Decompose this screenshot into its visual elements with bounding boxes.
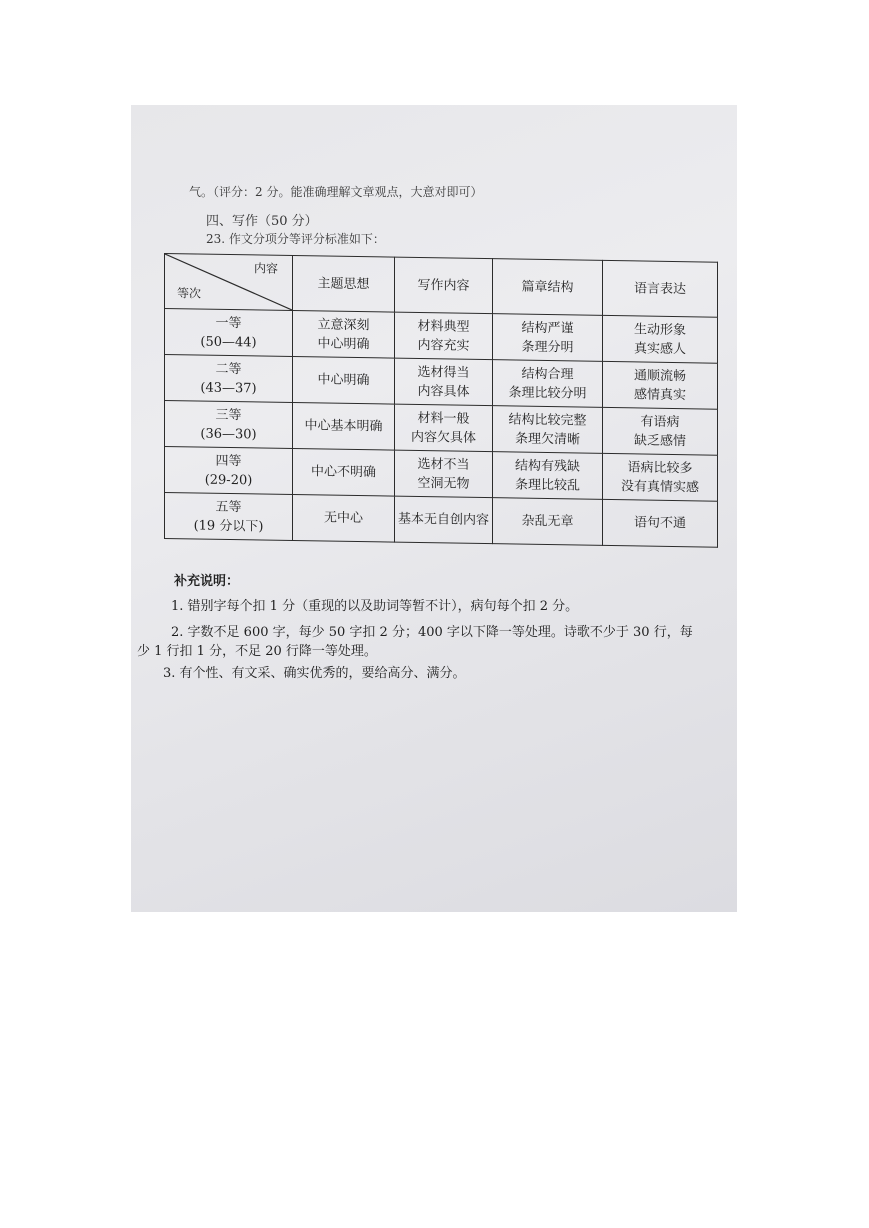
criteria-cell: [293, 495, 395, 543]
criteria-cell: [603, 315, 718, 363]
grade-cell: [165, 447, 293, 495]
note-item-2: 2. 字数不足 600 字，每少 50 字扣 2 分；400 字以下降一等处理。诗歌不少于 30 行，每: [171, 625, 693, 640]
cell-text: 中心不明确: [310, 464, 376, 481]
cell-text: 中心基本明确: [304, 418, 383, 435]
cell-text: 条理比较乱: [514, 477, 580, 494]
cell-text: 没有真情实感: [620, 478, 699, 495]
grading-table: [164, 253, 718, 548]
table-row: [165, 493, 718, 548]
criteria-cell: [603, 361, 718, 409]
cell-text: 语病比较多: [627, 459, 693, 476]
criteria-cell: [395, 358, 493, 406]
criteria-cell: [493, 498, 603, 546]
table-header-row: [165, 254, 718, 318]
corner-label-grade: 等次: [177, 286, 202, 301]
question-line: 23. 作文分项分等评分标准如下：: [206, 232, 385, 246]
grade-range: (19 分以下): [193, 517, 264, 535]
criteria-cell: [493, 360, 603, 408]
grade-range: (29-20): [204, 472, 253, 488]
cell-text: 材料一般: [417, 410, 470, 427]
note-item-3: 3. 有个性、有文采、确实优秀的，要给高分、满分。: [163, 666, 466, 681]
grade-label: 一等: [215, 315, 242, 331]
notes-title: 补充说明：: [174, 574, 240, 589]
cell-text: 空洞无物: [417, 475, 470, 492]
criteria-cell: [603, 499, 718, 547]
criteria-cell: [493, 406, 603, 454]
section-heading: 四、写作（50 分）: [206, 214, 318, 229]
note-item-1: 1. 错别字每个扣 1 分（重现的以及助词等暂不计），病句每个扣 2 分。: [171, 599, 579, 614]
cell-text: 条理比较分明: [508, 384, 587, 402]
cell-text: 感情真实: [633, 386, 686, 403]
criteria-cell: [395, 450, 493, 498]
cell-text: 语句不通: [633, 515, 686, 532]
cell-text: 内容充实: [417, 337, 470, 354]
header-cell: 写作内容: [395, 257, 493, 314]
cell-text: 缺乏感情: [633, 432, 686, 449]
grade-cell: [165, 401, 293, 449]
grade-range: (43—37): [200, 380, 257, 396]
criteria-cell: [293, 449, 395, 497]
cell-text: 通顺流畅: [633, 367, 686, 384]
criteria-cell: [395, 404, 493, 452]
corner-label-content: 内容: [253, 261, 278, 276]
cell-text: 条理分明: [521, 339, 574, 355]
criteria-cell: [395, 312, 493, 360]
criteria-cell: [493, 314, 603, 362]
grade-range: (36—30): [200, 426, 257, 442]
grade-label: 五等: [215, 499, 242, 515]
cell-text: 选材得当: [417, 364, 470, 381]
cell-text: 无中心: [323, 510, 363, 527]
cell-text: 生动形象: [633, 321, 686, 338]
document-photo: [131, 105, 737, 912]
grade-cell: [165, 309, 293, 357]
criteria-cell: [603, 453, 718, 501]
cell-text: 杂乱无章: [521, 513, 574, 530]
header-cell: 主题思想: [293, 256, 395, 313]
cell-text: 内容具体: [417, 383, 470, 400]
criteria-cell: [293, 403, 395, 451]
header-cell: 篇章结构: [493, 259, 603, 316]
header-cell: 语言表达: [603, 260, 718, 317]
grade-label: 四等: [215, 453, 242, 469]
grade-label: 二等: [215, 361, 242, 377]
criteria-cell: [293, 357, 395, 405]
cell-text: 基本无自创内容: [397, 511, 489, 529]
note-item-2-continued: 少 1 行扣 1 分，不足 20 行降一等处理。: [137, 644, 377, 659]
cell-text: 选材不当: [417, 456, 470, 473]
cell-text: 中心明确: [317, 372, 370, 389]
cell-text: 结构严谨: [521, 320, 574, 336]
grade-cell: [165, 493, 293, 541]
criteria-cell: [395, 496, 493, 544]
criteria-cell: [603, 407, 718, 455]
cell-text: 有语病: [640, 413, 680, 430]
cell-text: 结构有残缺: [514, 458, 580, 475]
grade-label: 三等: [215, 407, 242, 423]
cell-text: 真实感人: [633, 340, 686, 357]
criteria-cell: [493, 452, 603, 500]
cell-text: 结构合理: [521, 366, 574, 382]
cell-text: 中心明确: [317, 335, 370, 352]
cell-text: 结构比较完整: [508, 411, 587, 429]
cell-text: 内容欠具体: [410, 429, 476, 446]
cell-text: 条理欠清晰: [514, 431, 580, 448]
answer-tail-line: 气。（评分：2 分。能准确理解文章观点，大意对即可）: [189, 185, 483, 199]
cell-text: 材料典型: [417, 318, 470, 335]
corner-cell: [165, 254, 293, 311]
criteria-cell: [293, 311, 395, 359]
grade-range: (50—44): [200, 334, 257, 350]
cell-text: 立意深刻: [317, 316, 370, 333]
grade-cell: [165, 355, 293, 403]
